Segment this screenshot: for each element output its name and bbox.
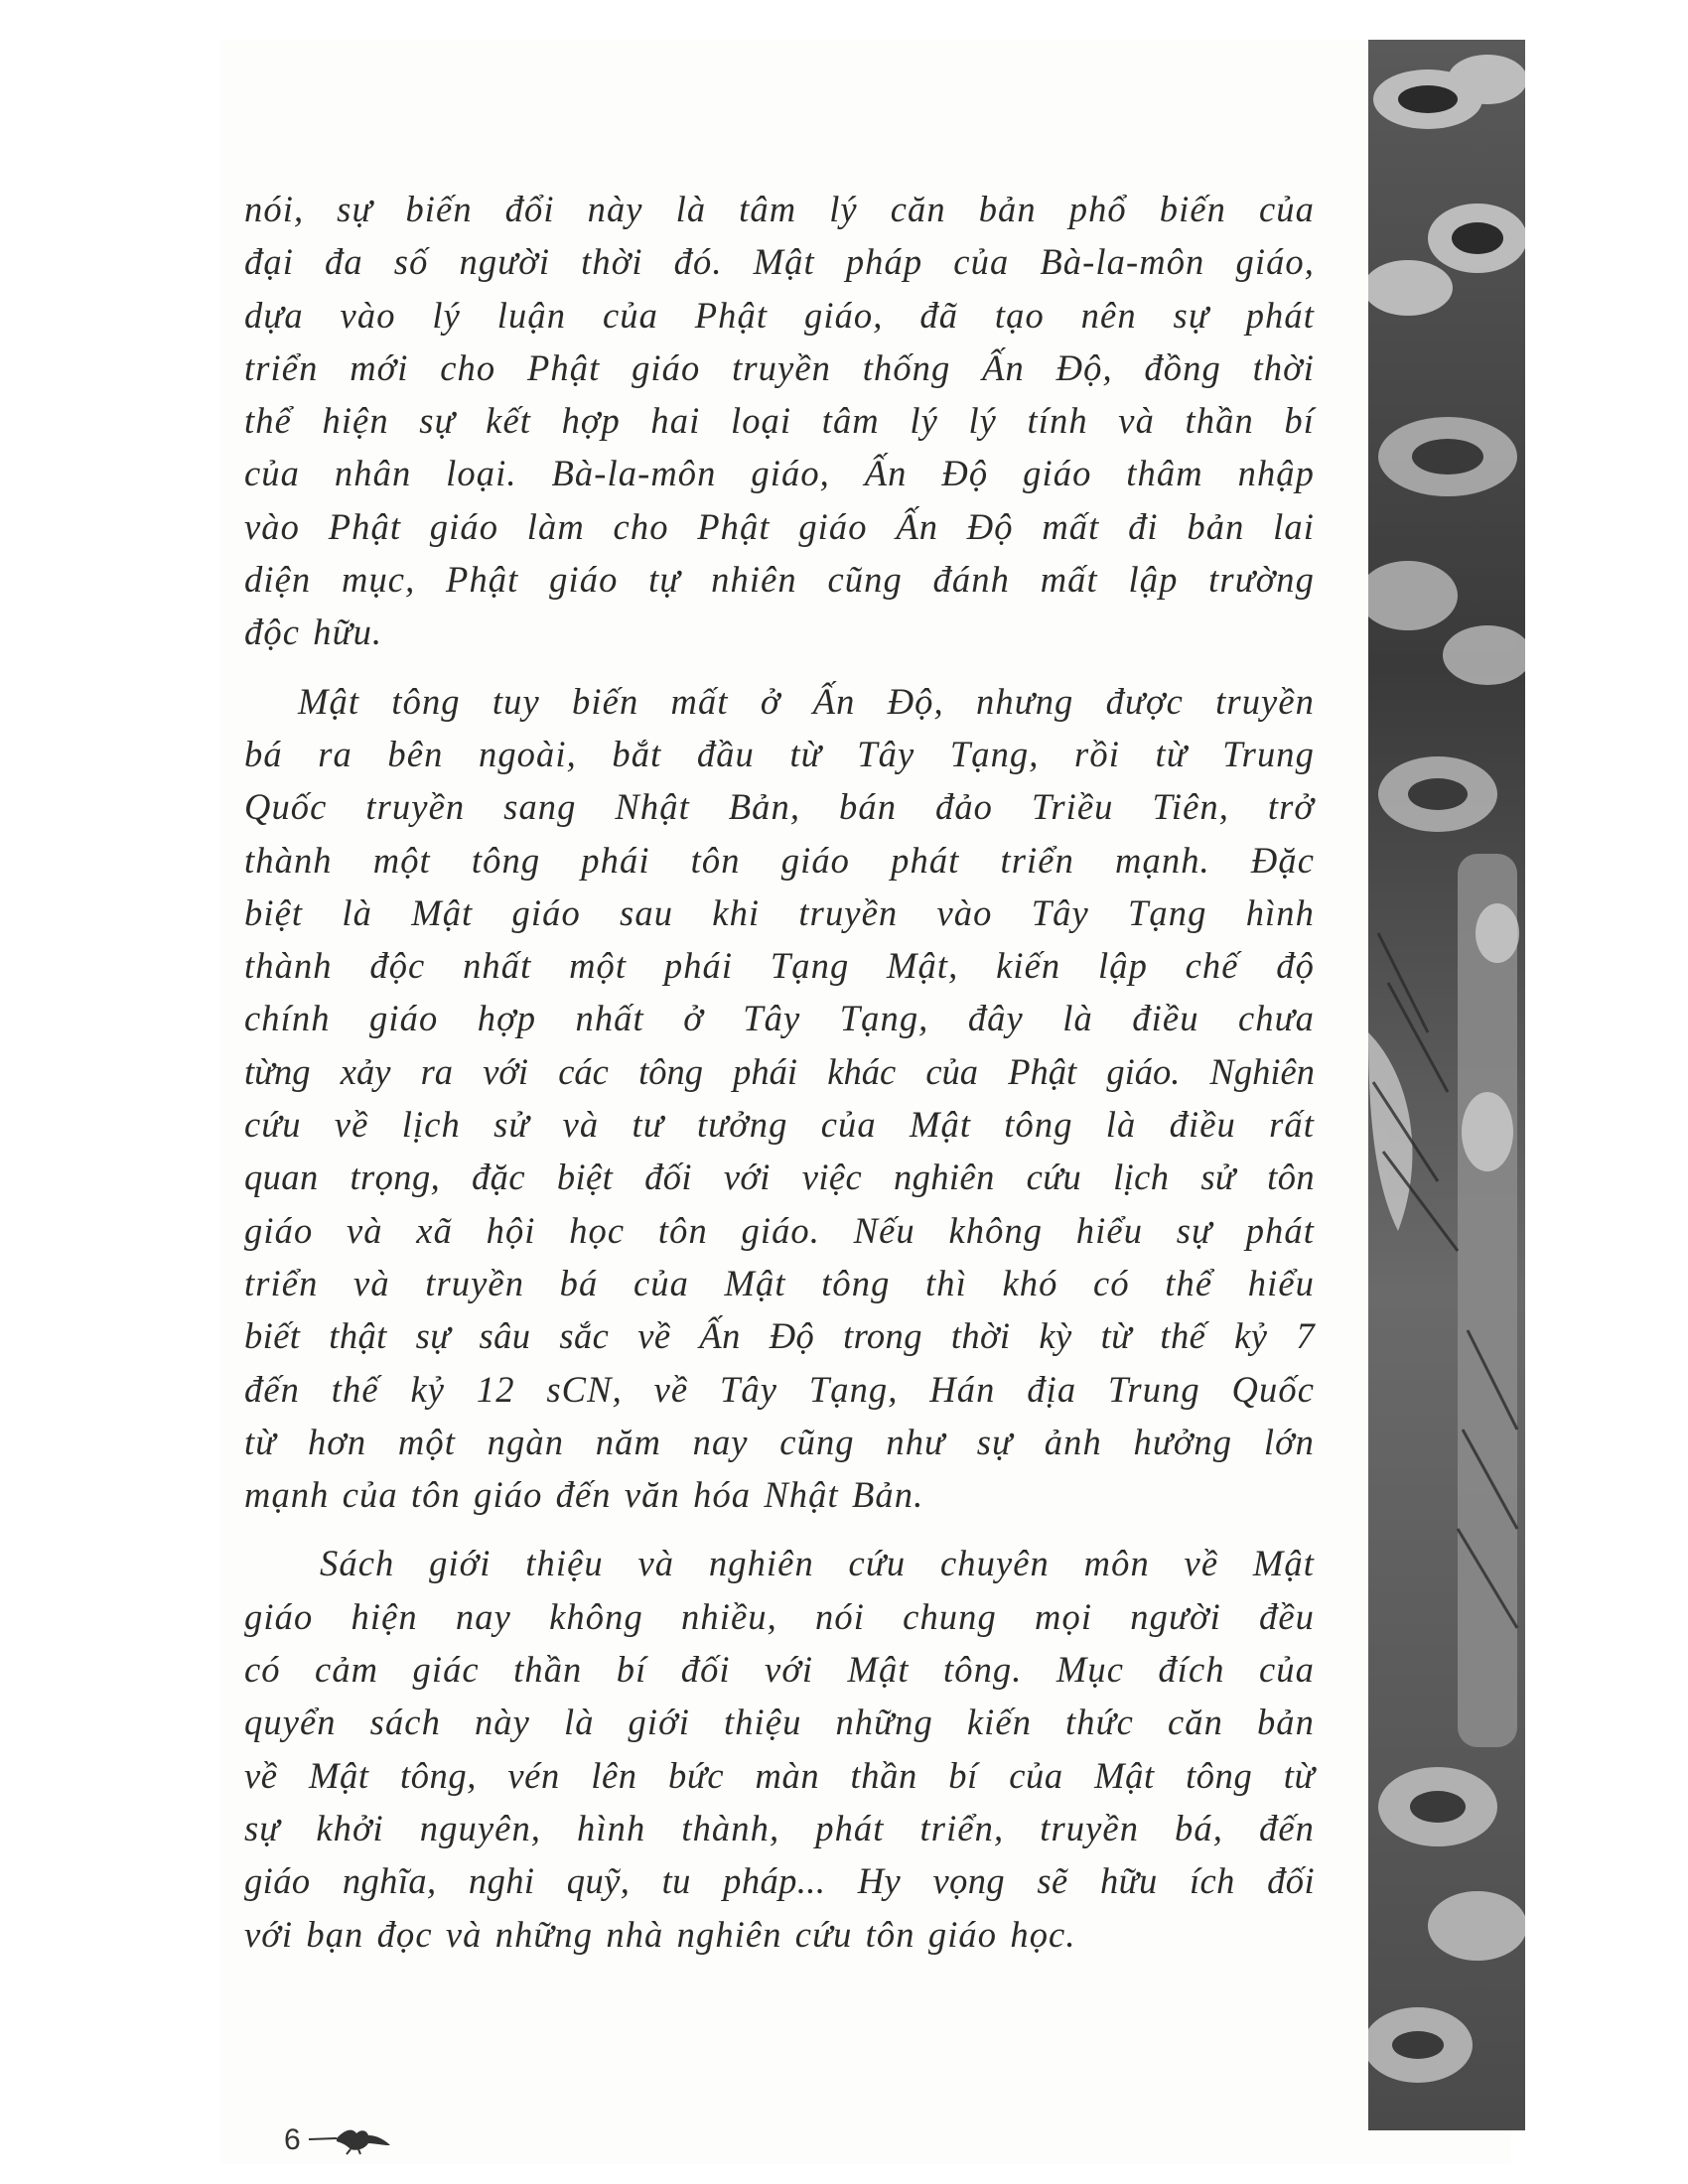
text-line: thành một tông phái tôn giáo phát triển mạnh. Đặc (244, 839, 1315, 881)
page-number: 6 (284, 2123, 301, 2156)
text-line: quyển sách này là giới thiệu những kiến thức căn bản (244, 1702, 1315, 1743)
text-line: thể hiện sự kết hợp hai loại tâm lý lý tính và thần bí (244, 400, 1315, 442)
text-line: diện mục, Phật giáo tự nhiên cũng đánh mất lập trường (244, 559, 1315, 601)
text-line: về Mật tông, vén lên bức màn thần bí của Mật tông từ (244, 1754, 1315, 1796)
text-line: bá ra bên ngoài, bắt đầu từ Tây Tạng, rồi từ Trung (244, 733, 1315, 774)
text-line: giáo và xã hội học tôn giáo. Nếu không hiểu sự phát (244, 1209, 1315, 1251)
text-line: của nhân loại. Bà-la-môn giáo, Ấn Độ giáo thâm nhập (244, 453, 1315, 494)
text-line: nói, sự biến đổi này là tâm lý căn bản phổ biến của (244, 189, 1315, 229)
text-line: chính giáo hợp nhất ở Tây Tạng, đây là điều chưa (244, 998, 1315, 1039)
paragraph-2 (244, 675, 1315, 1522)
text-line: Sách giới thiệu và nghiên cứu chuyên môn về Mật (320, 1543, 1315, 1584)
text-line: Mật tông tuy biến mất ở Ấn Độ, nhưng được truyền (298, 680, 1315, 722)
text-line: triển và truyền bá của Mật tông thì khó có thể hiểu (244, 1262, 1315, 1303)
text-line: thành độc nhất một phái Tạng Mật, kiến lập chế độ (244, 945, 1315, 987)
text-line: cứu về lịch sử và tư tưởng của Mật tông là điều rất (244, 1104, 1315, 1146)
text-line: vào Phật giáo làm cho Phật giáo Ấn Độ mất đi bản lai (244, 505, 1315, 547)
text-line: từng xảy ra với các tông phái khác của Phật giáo. Nghiên (244, 1050, 1315, 1092)
paragraph-1 (244, 183, 1315, 659)
text-line: quan trọng, đặc biệt đối với việc nghiên cứu lịch sử tôn (244, 1157, 1315, 1198)
text-line: biết thật sự sâu sắc về Ấn Độ trong thời kỳ từ thế kỷ 7 (244, 1315, 1315, 1357)
text-line: biệt là Mật giáo sau khi truyền vào Tây Tạng hình (244, 891, 1315, 933)
buddhist-thangka-strip-icon (1368, 40, 1525, 2130)
text-line: đại đa số người thời đó. Mật pháp của Bà-la-môn giáo, (244, 241, 1315, 283)
text-line: sự khởi nguyên, hình thành, phát triển, truyền bá, đến (244, 1807, 1315, 1848)
text-line: triển mới cho Phật giáo truyền thống Ấn Độ, đồng thời (244, 346, 1315, 388)
body-text (244, 183, 1315, 1961)
text-line: mạnh của tôn giáo đến văn hóa Nhật Bản. (244, 1474, 924, 1516)
flying-bird-ornament-icon (307, 2125, 396, 2155)
page-footer (284, 2120, 396, 2160)
text-line: dựa vào lý luận của Phật giáo, đã tạo nên sự phát (244, 294, 1315, 336)
text-line: đến thế kỷ 12 sCN, về Tây Tạng, Hán địa Trung Quốc (244, 1368, 1315, 1410)
text-line: có cảm giác thần bí đối với Mật tông. Mục đích của (244, 1649, 1315, 1691)
text-line: giáo hiện nay không nhiều, nói chung mọi người đều (244, 1595, 1315, 1637)
text-line: giáo nghĩa, nghi quỹ, tu pháp... Hy vọng sẽ hữu ích đối (244, 1860, 1315, 1902)
text-line: Quốc truyền sang Nhật Bản, bán đảo Triều Tiên, trở (244, 786, 1315, 828)
paragraph-3 (244, 1537, 1315, 1960)
text-line: độc hữu. (244, 612, 383, 653)
text-line: từ hơn một ngàn năm nay cũng như sự ảnh hưởng lớn (244, 1421, 1315, 1462)
text-line: với bạn đọc và những nhà nghiên cứu tôn giáo học. (244, 1913, 1076, 1955)
